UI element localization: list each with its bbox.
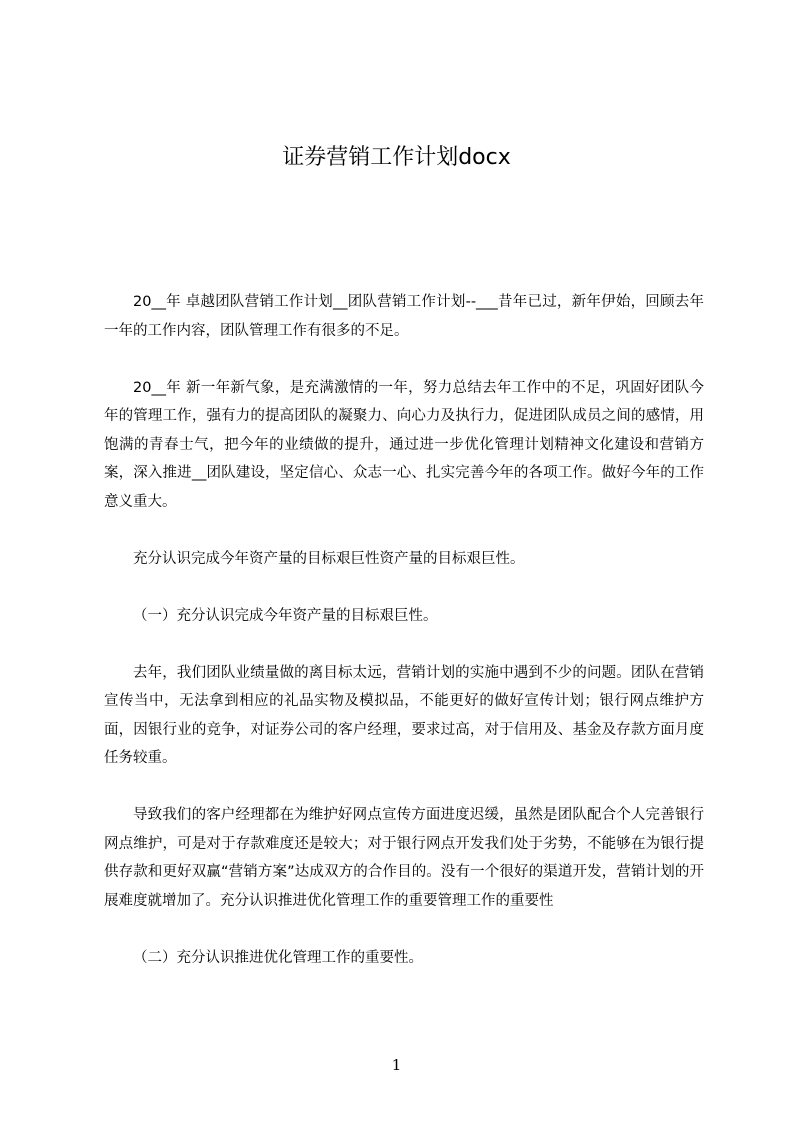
- paragraph-new-year: 20__年 新一年新气象，是充满激情的一年，努力总结去年工作中的不足，巩固好团队今年的管理工作，强有力的提高团队的凝聚力、向心力及执行力，促进团队成员之间的感情，用饱满的青春士气，把今年的业绩做的提升，通过进一步优化管理计划精神文化建设和营销方案，深入推进__团队建设，坚定信心、众志一心、扎实完善今年的各项工作。做好今年的工作意义重大。: [104, 379, 704, 510]
- paragraph-asset-goal: 充分认识完成今年资产量的目标艰巨性资产量的目标艰巨性。: [133, 550, 525, 567]
- document-body: [104, 288, 704, 1001]
- document-title: 证券营销工作计划docx: [282, 145, 511, 170]
- paragraph-intro: 20__年 卓越团队营销工作计划__团队营销工作计划--___昔年已过，新年伊始，回顾去年一年的工作内容，团队管理工作有很多的不足。: [104, 294, 704, 339]
- page-number: 1: [391, 1056, 402, 1074]
- paragraph-last-year: 去年，我们团队业绩量做的离目标太远，营销计划的实施中遇到不少的问题。团队在营销宣传当中，无法拿到相应的礼品实物及模拟品，不能更好的做好宣传计划；银行网点维护方面，因银行业的竞争，对证券公司的客户经理，要求过高，对于信用及、基金及存款方面月度任务较重。: [104, 664, 704, 766]
- section-heading-one: （一）充分认识完成今年资产量的目标艰巨性。: [133, 607, 438, 624]
- section-heading-two: （二）充分认识推进优化管理工作的重要性。: [133, 949, 423, 966]
- paragraph-customer-managers: 导致我们的客户经理都在为维护好网点宣传方面进度迟缓，虽然是团队配合个人完善银行网点维护，可是对于存款难度还是较大；对于银行网点开发我们处于劣势，不能够在为银行提供存款和更好双赢“营销方案”达成双方的合作目的。没有一个很好的渠道开发，营销计划的开展难度就增加了。充分认识推进优化管理工作的重要管理工作的重要性: [104, 807, 704, 909]
